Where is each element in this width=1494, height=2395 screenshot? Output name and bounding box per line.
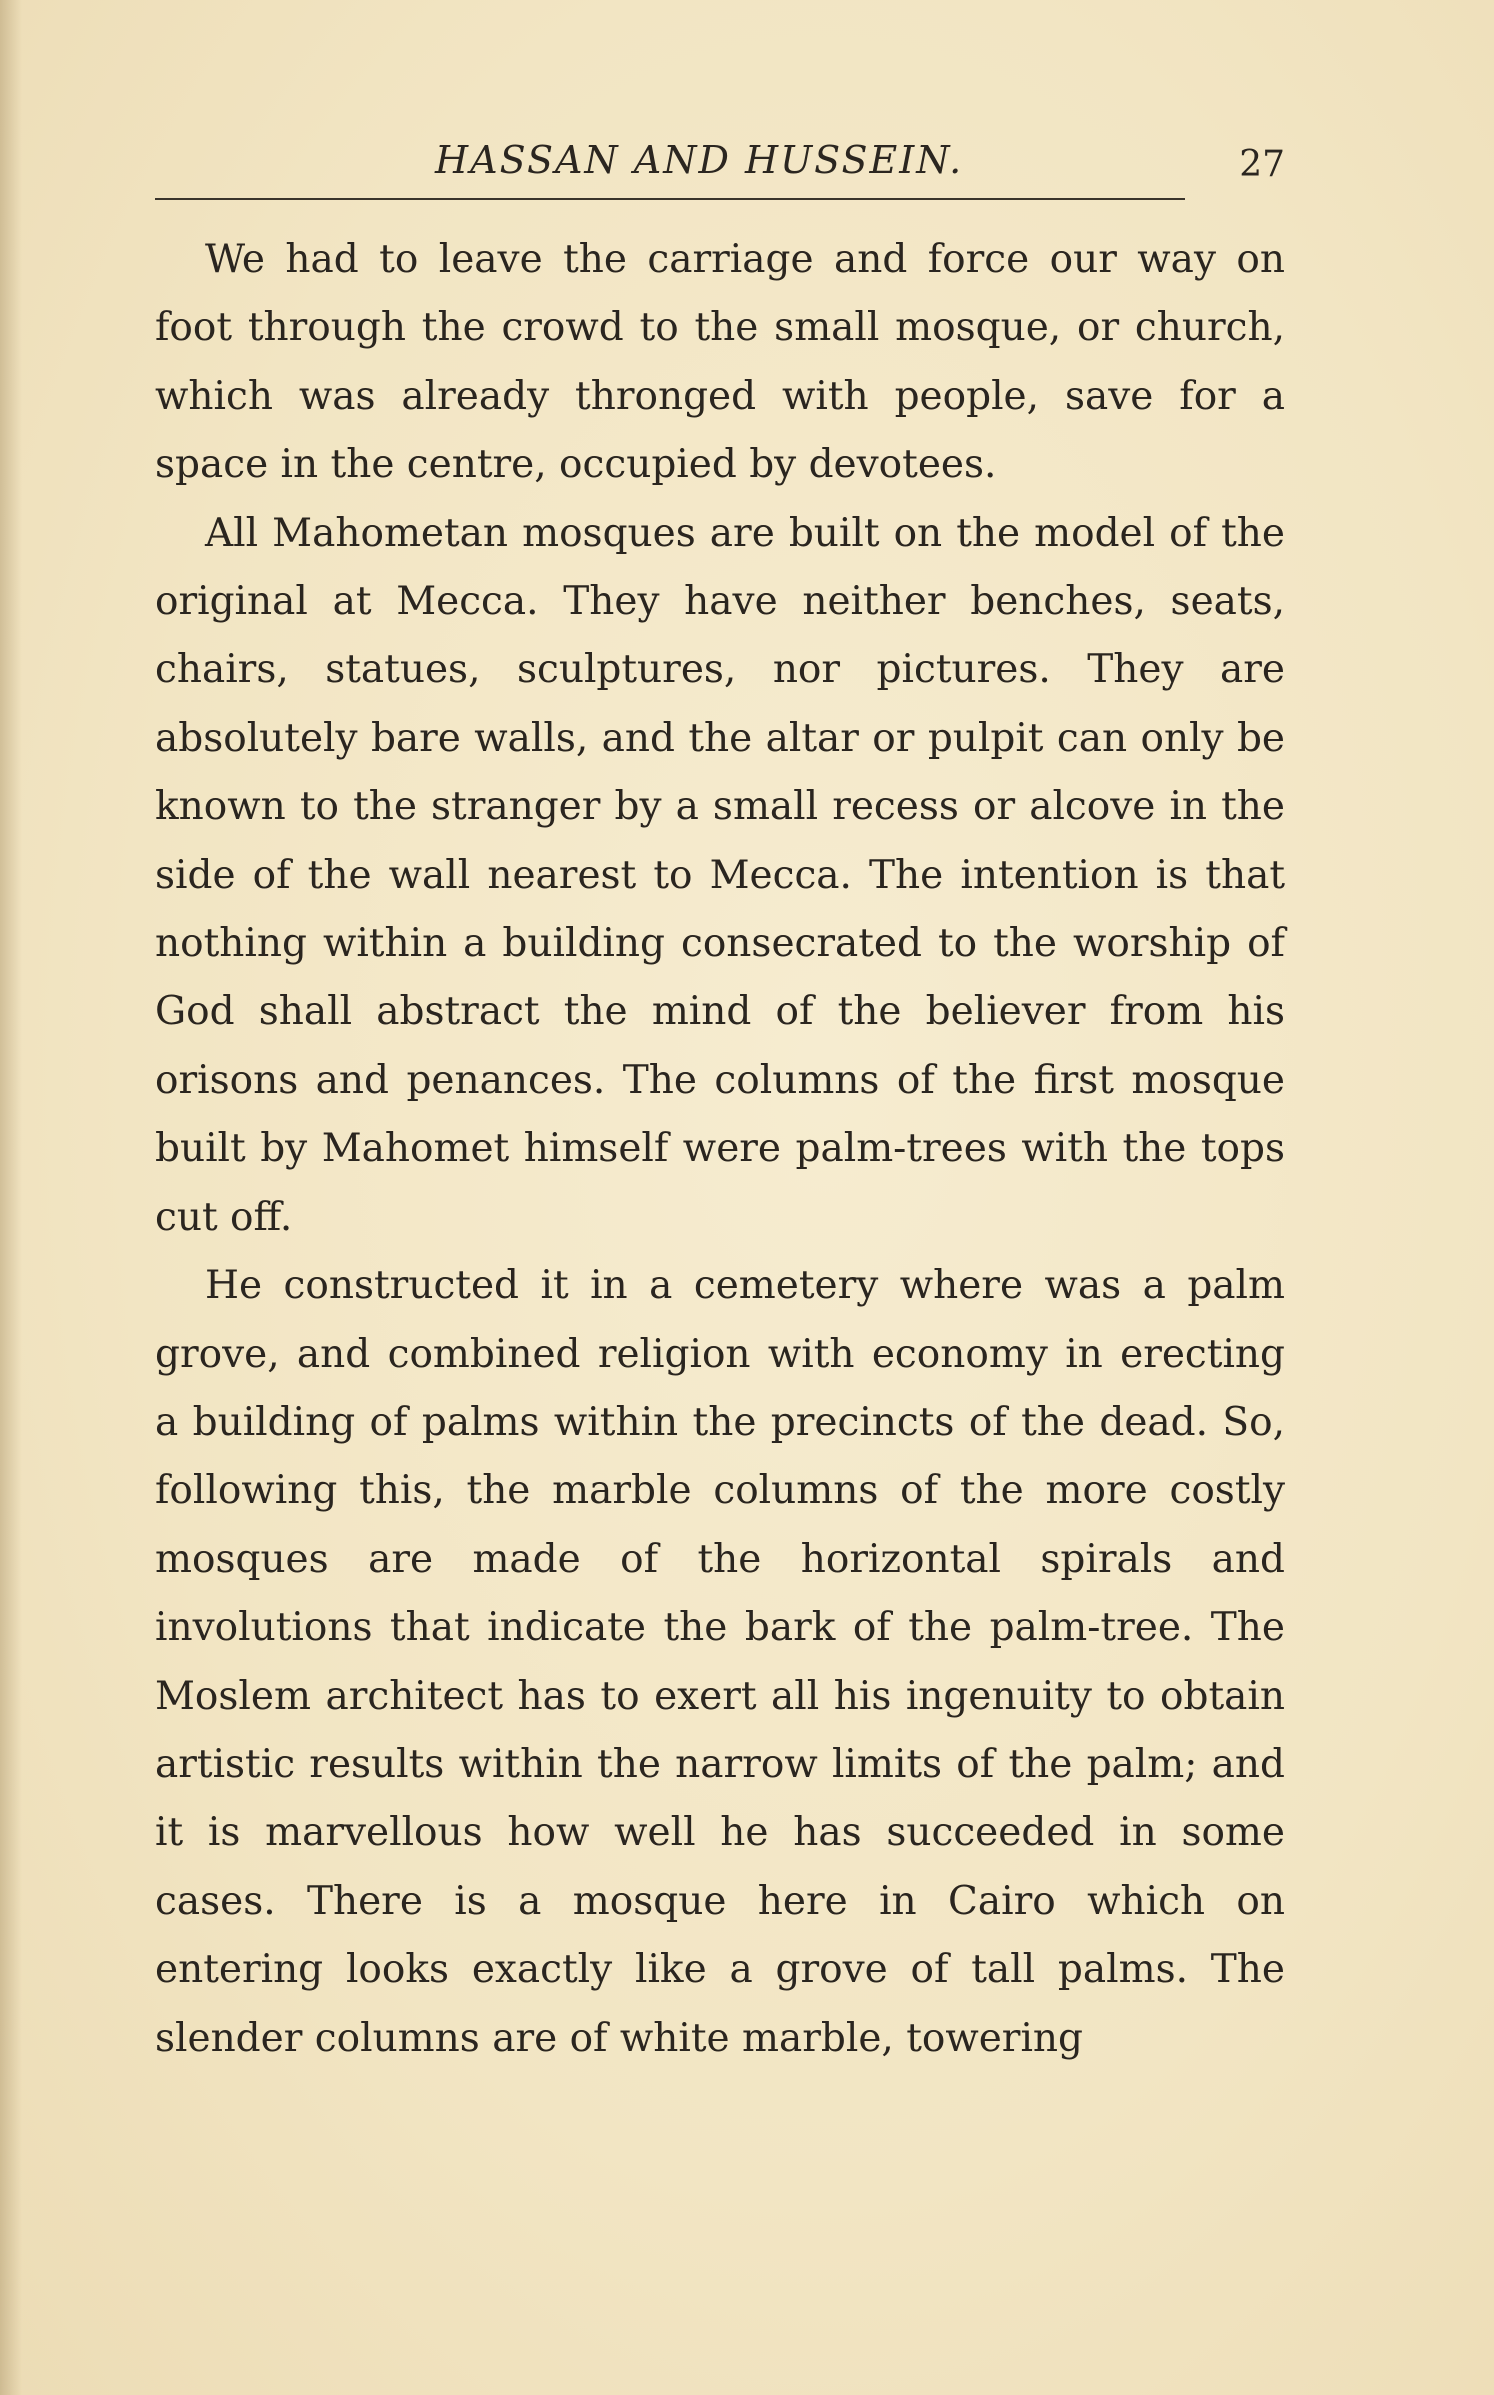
running-title: HASSAN AND HUSSEIN. (435, 138, 964, 182)
paragraph: He constructed it in a cemetery where was a palm grove, and combined religion with economy in erecting a building of palms within the precincts of the dead. So, following this, the marble columns of the more costly mosques are made of the horizontal spirals and involutions that indicate the bark of the palm-tree. The Moslem architect has to exert all his ingenuity to obtain artistic results within the narrow limits of the palm; and it is marvellous how well he has succeeded in some cases. There is a mosque here in Cairo which on entering looks exactly like a grove of tall palms. The slender columns are of white marble, towering (155, 1263, 1285, 2061)
page-number: 27 (1239, 144, 1285, 185)
header-rule (155, 198, 1185, 200)
running-head (155, 138, 1285, 198)
paragraph: We had to leave the carriage and force our way on foot through the crowd to the small mosque, or church, which was already thronged with people, save for a space in the centre, occupied by devotees. (155, 237, 1285, 488)
gutter-shadow (0, 0, 22, 2395)
paragraph: All Mahometan mosques are built on the model of the original at Mecca. They have neither benches, seats, chairs, statues, sculptures, nor pictures. They are absolutely bare walls, and the altar or pulpit can only be known to the stranger by a small recess or alcove in the side of the wall nearest to Mecca. The intention is that nothing within a building consecrated to the worship of God shall abstract the mind of the believer from his orisons and penances. The columns of the first mosque built by Mahomet himself were palm-trees with the tops cut off. (155, 510, 1285, 1240)
body-text (155, 226, 1285, 2073)
